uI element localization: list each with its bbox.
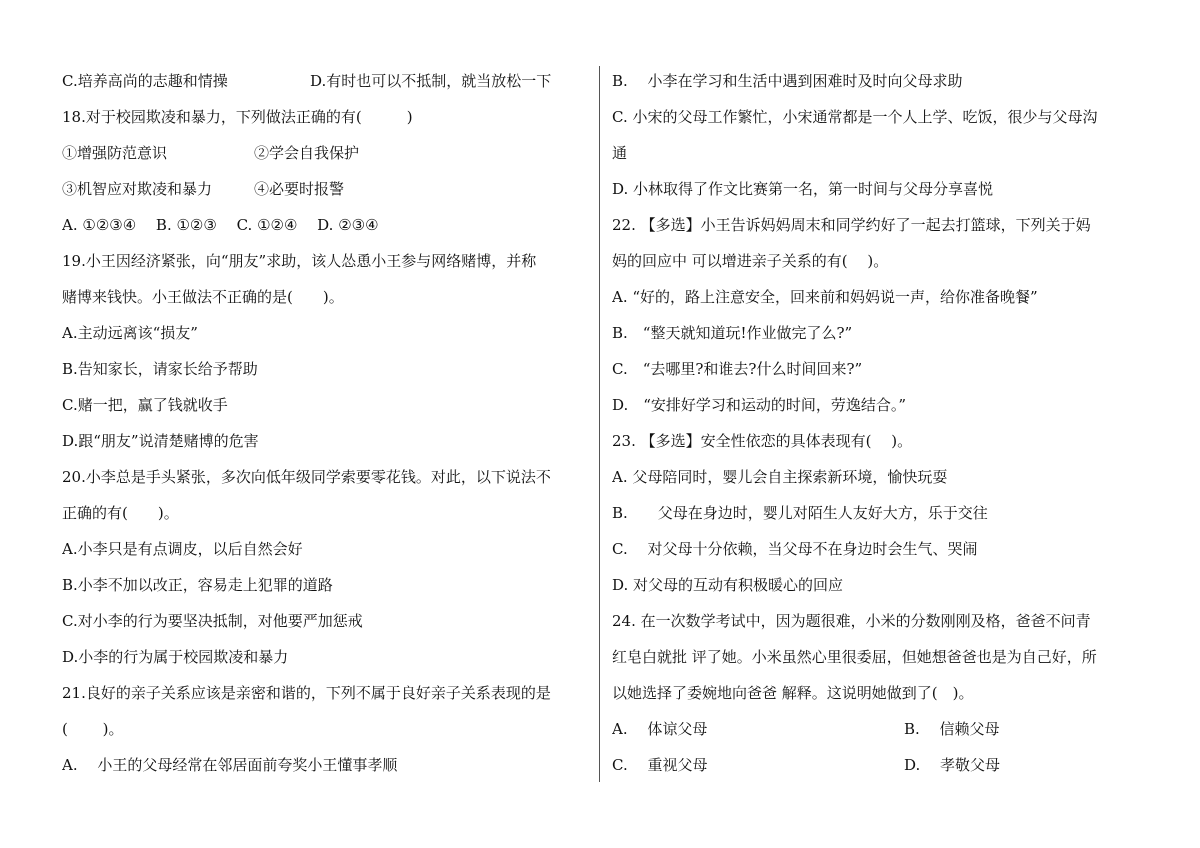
text-line: C.赌一把，赢了钱就收手 (62, 396, 228, 414)
text-line: 妈的回应中 可以增进亲子关系的有( )。 (612, 252, 889, 270)
left-column (62, 63, 598, 783)
text-line: 赌博来钱快。小王做法不正确的是( )。 (62, 288, 344, 306)
text-line (62, 135, 598, 171)
option-left: C.培养高尚的志趣和情操 (62, 72, 228, 90)
text-line: C. 对父母十分依赖，当父母不在身边时会生气、哭闹 (612, 540, 978, 558)
option-right: D.有时也可以不抵制，就当放松一下 (310, 72, 552, 90)
text-line: 红皂白就批 评了她。小米虽然心里很委屈，但她想爸爸也是为自己好，所 (612, 648, 1097, 666)
text-line: C. “去哪里?和谁去?什么时间回来?” (612, 360, 863, 378)
option-right: ②学会自我保护 (254, 144, 360, 162)
text-line (62, 63, 598, 99)
text-line: 24. 在一次数学考试中，因为题很难，小米的分数刚刚及格，爸爸不问青 (612, 612, 1091, 630)
text-line: 21.良好的亲子关系应该是亲密和谐的，下列不属于良好亲子关系表现的是 (62, 684, 551, 702)
text-line: 18.对于校园欺凌和暴力，下列做法正确的有( ) (62, 108, 413, 126)
text-line: 正确的有( )。 (62, 504, 179, 522)
text-line: 23. 【多选】安全性依恋的具体表现有( )。 (612, 432, 913, 450)
text-line: 通 (612, 144, 628, 162)
text-line: D.跟“朋友”说清楚赌博的危害 (62, 432, 259, 450)
text-line: 19.小王因经济紧张，向“朋友”求助，该人怂恿小王参与网络赌博，并称 (62, 252, 537, 270)
text-line: D. “安排好学习和运动的时间，劳逸结合。” (612, 396, 907, 414)
text-line: D. 对父母的互动有积极暖心的回应 (612, 576, 844, 594)
option-left: ①增强防范意识 (62, 144, 168, 162)
text-line (612, 747, 1148, 783)
right-column (612, 63, 1148, 783)
text-line: C. 小宋的父母工作繁忙，小宋通常都是一个人上学、吃饭，很少与父母沟 (612, 108, 1098, 126)
text-line: A. “好的，路上注意安全，回来前和妈妈说一声，给你准备晚餐” (612, 288, 1038, 306)
text-line: ( )。 (62, 720, 124, 738)
option-left: C. 重视父母 (612, 756, 708, 774)
option-right: D. 孝敬父母 (904, 756, 1001, 774)
text-line: D.小李的行为属于校园欺凌和暴力 (62, 648, 289, 666)
text-line: A.小李只是有点调皮，以后自然会好 (62, 540, 303, 558)
option-right: ④必要时报警 (254, 180, 345, 198)
option-left: A. 体谅父母 (612, 720, 708, 738)
text-line: C.对小李的行为要坚决抵制，对他要严加惩戒 (62, 612, 363, 630)
text-line: 以她选择了委婉地向爸爸 解释。这说明她做到了( )。 (612, 684, 974, 702)
text-line (62, 171, 598, 207)
text-line: B. 小李在学习和生活中遇到困难时及时向父母求助 (612, 72, 963, 90)
text-line: A. 小王的父母经常在邻居面前夸奖小王懂事孝顺 (62, 756, 398, 774)
text-line: D. 小林取得了作文比赛第一名，第一时间与父母分享喜悦 (612, 180, 994, 198)
column-divider (599, 66, 600, 782)
text-line: B. “整天就知道玩!作业做完了么?” (612, 324, 853, 342)
text-line: A. ①②③④ B. ①②③ C. ①②④ D. ②③④ (62, 216, 379, 234)
text-line: B.告知家长，请家长给予帮助 (62, 360, 258, 378)
text-line: 22. 【多选】小王告诉妈妈周末和同学约好了一起去打篮球，下列关于妈 (612, 216, 1091, 234)
text-line: A.主动远离该“损友” (62, 324, 198, 342)
text-line (612, 711, 1148, 747)
option-right: B. 信赖父母 (904, 720, 1000, 738)
text-line: 20.小李总是手头紧张，多次向低年级同学索要零花钱。对此，以下说法不 (62, 468, 551, 486)
text-line: A. 父母陪同时，婴儿会自主探索新环境，愉快玩耍 (612, 468, 948, 486)
text-line: B. 父母在身边时，婴儿对陌生人友好大方，乐于交往 (612, 504, 988, 522)
option-left: ③机智应对欺凌和暴力 (62, 180, 213, 198)
text-line: B.小李不加以改正，容易走上犯罪的道路 (62, 576, 333, 594)
